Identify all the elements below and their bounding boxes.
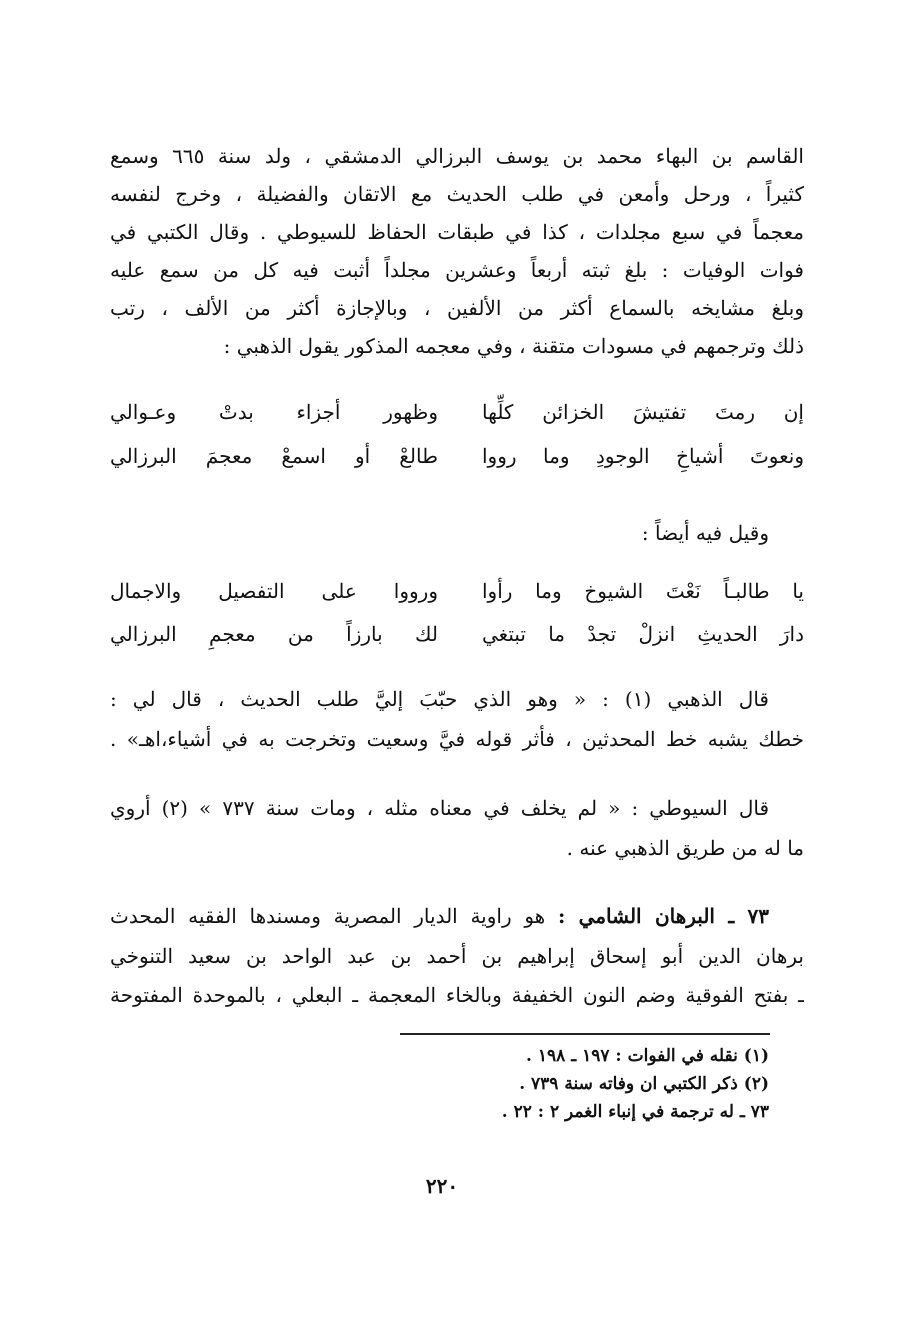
page-number: ٢٢٠ xyxy=(425,1174,459,1198)
entry-title: ٧٣ ـ البرهان الشامي : xyxy=(557,904,769,928)
text-line: وبلغ مشايخه بالسماع أكثر من الألفين ، وبالإجازة أكثر من الألف ، رتب xyxy=(110,296,804,320)
verse-second-hemistich: ورووا على التفصيل والاجمال xyxy=(110,579,438,603)
verse-first-hemistich: دارَ الحديثِ انزلْ تجدْ ما تبتغي xyxy=(482,622,804,646)
text-line: ذلك وترجمهم في مسودات متقنة ، وفي معجمه المذكور يقول الذهبي : xyxy=(223,334,804,358)
text-line: ما له من طريق الذهبي عنه . xyxy=(566,836,804,860)
text-line: قال السيوطي : « لم يخلف في معناه مثله ، ومات سنة ٧٣٧ » (٢) أروي xyxy=(110,796,769,820)
poem-verse xyxy=(110,436,804,476)
footnote: (٢) ذكر الكتبي ان وفاته سنة ٧٣٩ . xyxy=(519,1074,769,1094)
verse-first-hemistich: يا طالبـاً نَعْتَ الشيوخ وما رأوا xyxy=(482,579,804,603)
text-line: فوات الوفيات : بلغ ثبته أربعاً وعشرين مجلداً أثبت فيه كل من سمع عليه xyxy=(110,258,804,282)
entry-first-line xyxy=(110,897,769,935)
poem-verse xyxy=(110,614,804,654)
footnote: ٧٣ ـ له ترجمة في إنباء الغمر ٢ : ٢٢ . xyxy=(501,1102,769,1122)
poem-verse xyxy=(110,392,804,432)
text-line: قال الذهبي (١) : « وهو الذي حبّبَ إليَّ طلب الحديث ، قال لي : xyxy=(110,687,769,711)
text-line: برهان الدين أبو إسحاق إبراهيم بن أحمد بن عبد الواحد بن سعيد التنوخي xyxy=(110,944,804,968)
entry-text: هو راوية الديار المصرية ومسندها الفقيه المحدث xyxy=(110,904,546,928)
verse-first-hemistich: ونعوتَ أشياخِ الوجودِ وما رووا xyxy=(482,444,804,468)
text-line: ـ بفتح الفوقية وضم النون الخفيفة وبالخاء المعجمة ـ البعلي ، بالموحدة المفتوحة xyxy=(110,983,804,1007)
footnote: (١) نقله في الفوات : ١٩٧ ـ ١٩٨ . xyxy=(526,1046,769,1066)
verse-second-hemistich: طالعْ أو اسمعْ معجمَ البرزالي xyxy=(110,444,438,468)
text-line: معجماً في سبع مجلدات ، كذا في طبقات الحفاظ للسيوطي . وقال الكتبي في xyxy=(110,220,804,244)
text-line: كثيراً ، ورحل وأمعن في طلب الحديث مع الاتقان والفضيلة ، وخرج لنفسه xyxy=(110,182,804,206)
poem-intro: وقيل فيه أيضاً : xyxy=(641,521,769,545)
text-line: القاسم بن البهاء محمد بن يوسف البرزالي الدمشقي ، ولد سنة ٦٦٥ وسمع xyxy=(110,144,804,168)
verse-first-hemistich: إن رمتَ تفتيشَ الخزائن كلِّها xyxy=(482,400,804,424)
footnote-separator xyxy=(400,1033,770,1035)
poem-verse xyxy=(110,571,804,611)
verse-second-hemistich: لك بارزاً من معجمِ البرزالي xyxy=(110,622,438,646)
verse-second-hemistich: وظهور أجزاء بدتْ وعـوالي xyxy=(110,400,438,424)
text-line: خطك يشبه خط المحدثين ، فأثر قوله فيَّ وسعيت وتخرجت به في أشياء،اهـ» . xyxy=(110,727,804,751)
